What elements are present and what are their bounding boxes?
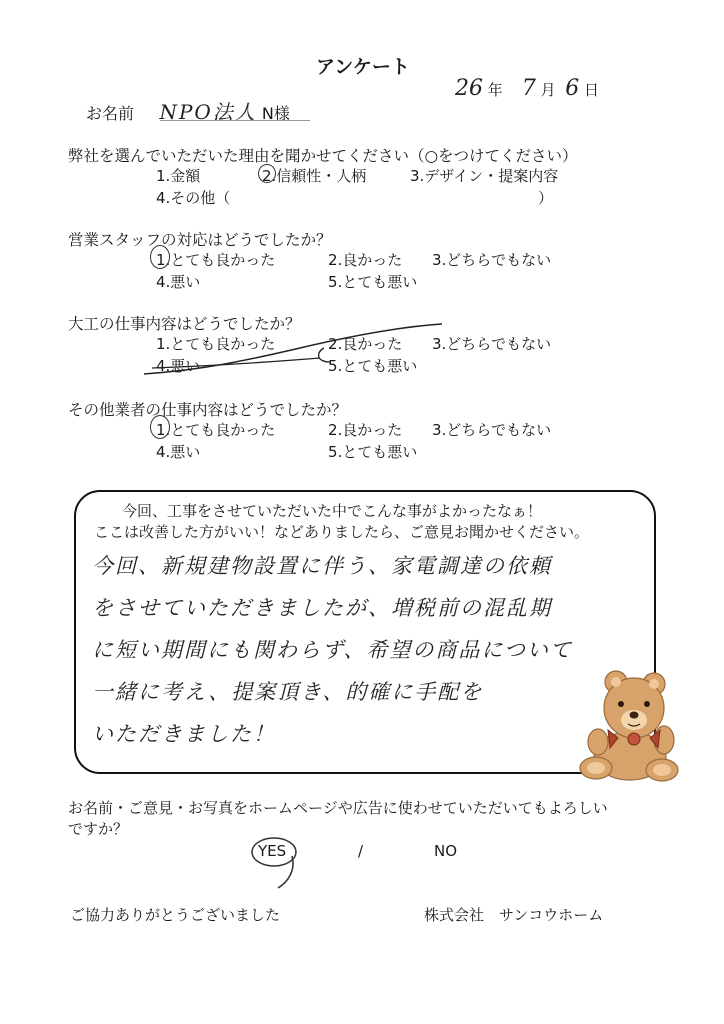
q1-option-1[interactable]: 1.金額 bbox=[156, 167, 201, 185]
q1-option-2[interactable]: 2.信頼性・人柄 bbox=[262, 167, 367, 185]
survey-date: 26 年 7 月 6 日 bbox=[455, 76, 600, 101]
name-label: お名前 bbox=[86, 104, 135, 123]
q1-option-4[interactable]: 4.その他（ bbox=[156, 189, 231, 207]
question-1: 弊社を選んでいただいた理由を聞かせてください（○をつけてください） bbox=[68, 147, 578, 165]
comment-handwritten-2: をさせていただきましたが、増税前の混乱期 bbox=[92, 596, 552, 620]
q3-option-3[interactable]: 3.どちらでもない bbox=[432, 335, 552, 353]
survey-title: アンケート bbox=[316, 56, 410, 78]
comment-handwritten-5: いただきました！ bbox=[92, 722, 276, 746]
consent-question-1: お名前・ご意見・お写真をホームページや広告に使わせていただいてもよろしい bbox=[68, 799, 608, 817]
q4-option-3[interactable]: 3.どちらでもない bbox=[432, 421, 552, 439]
q3-option-2[interactable]: 2.良かった bbox=[328, 335, 403, 353]
comment-prompt-1: 今回、工事をさせていただいた中でこんな事がよかったなぁ！ bbox=[122, 502, 543, 520]
q4-option-5[interactable]: 5.とても悪い bbox=[328, 443, 418, 461]
q1-selection-circle bbox=[258, 164, 276, 183]
q2-option-2[interactable]: 2.良かった bbox=[328, 251, 403, 269]
name-underline bbox=[160, 120, 310, 121]
date-month: 7 bbox=[521, 76, 536, 101]
q4-option-4[interactable]: 4.悪い bbox=[156, 443, 201, 461]
comment-prompt-2: ここは改善した方がいい！などありましたら、ご意見お聞かせください。 bbox=[94, 523, 590, 541]
question-4: その他業者の仕事内容はどうでしたか？ bbox=[68, 401, 348, 419]
q3-option-1[interactable]: 1.とても良かった bbox=[156, 335, 276, 353]
comment-handwritten-3: に短い期間にも関わらず、希望の商品について bbox=[92, 638, 573, 662]
consent-question-2: ですか？ bbox=[68, 820, 129, 838]
thanks-text: ご協力ありがとうございました bbox=[70, 906, 281, 924]
teddy-bear-icon bbox=[570, 668, 690, 786]
q2-option-1[interactable]: 1.とても良かった bbox=[156, 251, 276, 269]
q1-option-3[interactable]: 3.デザイン・提案内容 bbox=[410, 167, 559, 185]
consent-no[interactable]: NO bbox=[434, 842, 458, 860]
q4-option-2[interactable]: 2.良かった bbox=[328, 421, 403, 439]
date-day: 6 bbox=[565, 76, 580, 101]
date-year: 26 bbox=[455, 76, 483, 101]
q2-option-4[interactable]: 4.悪い bbox=[156, 273, 201, 291]
q3-option-4[interactable]: 4.悪い bbox=[156, 357, 201, 375]
name-handwritten: NPO法人 bbox=[159, 100, 257, 124]
q4-selection-circle bbox=[150, 415, 170, 439]
consent-yes[interactable]: YES bbox=[258, 842, 287, 860]
consent-separator: / bbox=[358, 842, 364, 860]
q1-option-4-close: ） bbox=[538, 189, 554, 207]
question-2: 営業スタッフの対応はどうでしたか？ bbox=[68, 231, 332, 249]
company-name: 株式会社 サンコウホーム bbox=[424, 906, 604, 924]
q2-option-3[interactable]: 3.どちらでもない bbox=[432, 251, 552, 269]
q4-option-1[interactable]: 1.とても良かった bbox=[156, 421, 276, 439]
q2-option-5[interactable]: 5.とても悪い bbox=[328, 273, 418, 291]
q3-option-5[interactable]: 5.とても悪い bbox=[328, 357, 418, 375]
comment-handwritten-1: 今回、新規建物設置に伴う、家電調達の依頼 bbox=[92, 554, 552, 578]
q3-selection-strokes bbox=[140, 318, 450, 380]
q2-selection-circle bbox=[150, 245, 170, 269]
question-3: 大工の仕事内容はどうでしたか？ bbox=[68, 315, 301, 333]
comment-handwritten-4: 一緒に考え、提案頂き、的確に手配を bbox=[92, 680, 484, 704]
name-suffix: N様 bbox=[261, 104, 290, 123]
consent-yes-circle bbox=[248, 834, 300, 892]
